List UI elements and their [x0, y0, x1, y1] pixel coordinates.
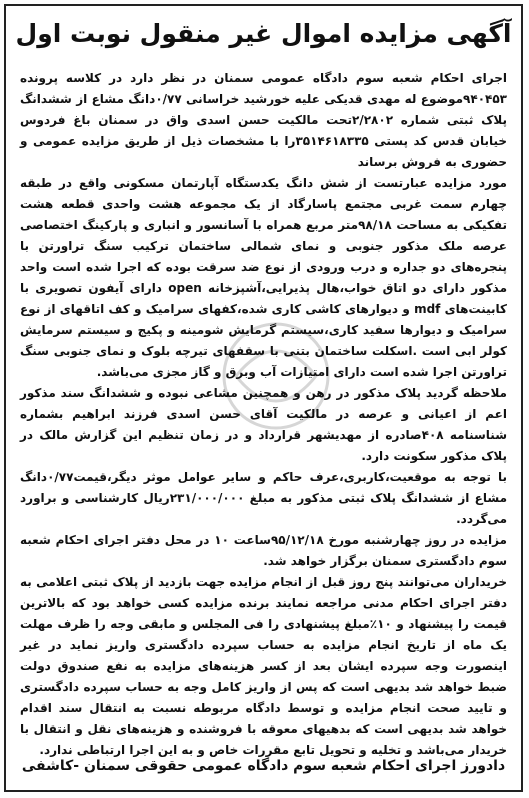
- paragraph-valuation: با توجه به موقعیت،کاربری،عرف حاکم و سایر عوامل موثر دیگر،قیمت۰/۷۷دانگ مشاع از ششدانگ پلاک ثبتی مذکور به مبلغ ۲۳۱/۰۰۰/۰۰۰ریال کارشناسی و براورد می‌گردد.: [20, 470, 507, 526]
- paragraph-property-description: مورد مزایده عبارتست از شش دانگ یکدستگاه آپارتمان مسکونی واقع در طبقه چهارم سمت غربی مجتمع پاسارگاد از یک مجموعه هشت واحدی قطعه هشت تفکیکی به مساحت ۹۸/۱۸متر مربع همراه با آسانسور و انباری و پارکینگ اختصاصی عرصه ملک مذکور جنوبی و نمای شمالی ساختمان ترکیب سنگ تراورتن با پنجره‌های دو جداره و درب ورودی از نوع ضد سرقت بوده که اجرا شده است واحد مذکور دارای دو اتاق خواب،هال پذیرایی،آشپزخانه open دارای آیفون تصویری با کابینت‌های mdf و دیوارهای کاشی کاری شده،کفهای سرامیک و کف اتاقهای از نوع سرامیک و دیوارها سفید کاری،سیستم گرمایش شومینه و پکیج و سیستم سرمایش کولر ابی است .اسکلت ساختمان بتنی با سقفهای تیرچه بلوک و نمای جنوبی سنگ تراورتن اجرا شده است دارای امتیازات آب وبرق و گاز مجزی می‌باشد.: [20, 176, 508, 379]
- paragraph-auction-date: مزایده در روز چهارشنبه مورخ ۹۵/۱۲/۱۸ساعت ۱۰ در محل دفتر اجرای احکام شعبه سوم دادگستری سمنان برگزار خواهد شد.: [20, 533, 507, 568]
- signature-line: دادورز اجرای احکام شعبه سوم دادگاه عمومی حقوقی سمنان -کاشفی: [21, 758, 506, 774]
- notice-frame: [4, 4, 523, 792]
- notice-title: آگهی مزایده اموال غیر منقول نوبت اول: [15, 19, 512, 48]
- paragraph-conditions: خریداران می‌توانند پنج روز قبل از انجام مزایده جهت بازدید از پلاک ثبتی اعلامی به دفتر اجرای احکام مدنی مراجعه نمایند برنده مزایده کسی خواهد بود که بالاترین قیمت را پیشنهاد و ۱۰٪مبلغ پیشنهادی را فی المجلس و مابقی وجه را ظرف مهلت یک ماه از تاریخ انجام مزایده به حساب سپرده دادگستری واریز نماید در غیر اینصورت وجه سپرده ایشان بعد از کسر هزینه‌های مزایده به نفع صندوق دولت ضبط خواهد شد بدیهی است که پس از واریز کامل وجه به حساب سپرده دادگستری و تایید صحت انجام مزایده و توسط دادگاه مربوطه نسبت به انتقال سند اقدام خواهد شد بدیهی است که بدهیهای معوقه با فروشنده و هزینه‌های نقل و انتقال با خریدار می‌باشد و تخلیه و تحویل تابع مقررات خاص و به این اجرا ارتباطی ندارد.: [20, 575, 508, 757]
- paragraph-intro: اجرای احکام شعبه سوم دادگاه عمومی سمنان در نظر دارد در کلاسه پرونده ۹۴۰۴۵۳موضوع له مهدی قدیکی علیه خورشید خراسانی ۰/۷۷دانگ مشاع از ششدانگ پلاک ثبتی شماره ۲/۲۸۰۲تحت مالکیت حسن اسدی واق در سمنان باغ فردوس خیابان قدس کد پستی ۳۵۱۴۶۱۸۳۳۵را با مشخصات ذیل از طریق مزایده عمومی و حضوری به فروش برساند: [20, 71, 508, 169]
- paragraph-ownership: ملاحظه گردید پلاک مذکور در رهن و همچنین مشاعی نبوده و ششدانگ سند مذکور اعم از اعیانی و عرصه در مالکیت آقای حسن اسدی فرزند ابراهیم بشماره شناسنامه ۴۰۸صادره از مهدیشهر قرارداد و در زمان تنظیم این گزارش مالک در پلاک مذکور سکونت دارد.: [20, 386, 508, 463]
- notice-body: [20, 68, 507, 761]
